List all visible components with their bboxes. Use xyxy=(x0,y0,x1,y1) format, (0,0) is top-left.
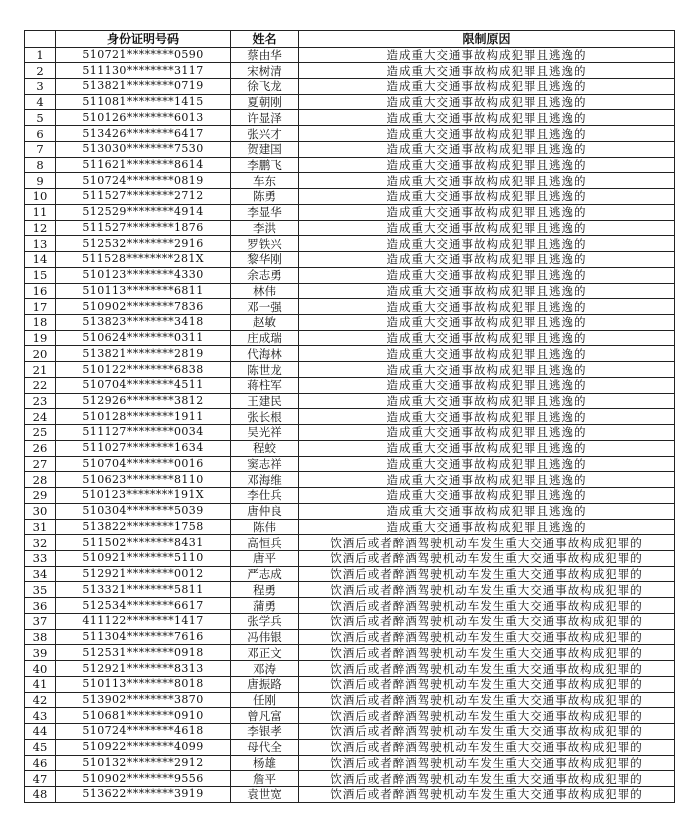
row-reason: 饮酒后或者醉酒驾驶机动车发生重大交通事故构成犯罪的 xyxy=(299,771,675,787)
row-name: 程勇 xyxy=(231,582,299,598)
row-reason: 饮酒后或者醉酒驾驶机动车发生重大交通事故构成犯罪的 xyxy=(299,787,675,803)
table-row xyxy=(25,189,675,205)
row-id-number: 512921********8313 xyxy=(56,661,231,677)
table-row xyxy=(25,47,675,63)
row-id-number: 411122********1417 xyxy=(56,613,231,629)
table-row xyxy=(25,755,675,771)
row-id-number: 510123********4330 xyxy=(56,267,231,283)
row-id-number: 510724********4618 xyxy=(56,724,231,740)
row-name: 严志成 xyxy=(231,566,299,582)
header-name: 姓名 xyxy=(231,31,299,48)
row-index: 29 xyxy=(25,488,56,504)
row-reason: 造成重大交通事故构成犯罪且逃逸的 xyxy=(299,346,675,362)
row-index: 18 xyxy=(25,314,56,330)
row-id-number: 513902********3870 xyxy=(56,692,231,708)
row-name: 曾凡富 xyxy=(231,708,299,724)
row-reason: 造成重大交通事故构成犯罪且逃逸的 xyxy=(299,157,675,173)
table-row xyxy=(25,173,675,189)
row-reason: 造成重大交通事故构成犯罪且逃逸的 xyxy=(299,283,675,299)
table-row xyxy=(25,566,675,582)
row-index: 45 xyxy=(25,739,56,755)
row-name: 李鹏飞 xyxy=(231,157,299,173)
row-name: 张兴才 xyxy=(231,126,299,142)
row-reason: 造成重大交通事故构成犯罪且逃逸的 xyxy=(299,141,675,157)
table-row xyxy=(25,63,675,79)
row-index: 5 xyxy=(25,110,56,126)
row-id-number: 513823********3418 xyxy=(56,314,231,330)
table-row xyxy=(25,236,675,252)
row-index: 25 xyxy=(25,425,56,441)
table-row xyxy=(25,472,675,488)
header-id-number: 身份证明号码 xyxy=(56,31,231,48)
row-reason: 造成重大交通事故构成犯罪且逃逸的 xyxy=(299,189,675,205)
row-id-number: 511081********1415 xyxy=(56,94,231,110)
row-reason: 饮酒后或者醉酒驾驶机动车发生重大交通事故构成犯罪的 xyxy=(299,708,675,724)
row-reason: 饮酒后或者醉酒驾驶机动车发生重大交通事故构成犯罪的 xyxy=(299,629,675,645)
table-row xyxy=(25,724,675,740)
row-reason: 饮酒后或者醉酒驾驶机动车发生重大交通事故构成犯罪的 xyxy=(299,739,675,755)
row-id-number: 512532********2916 xyxy=(56,236,231,252)
row-index: 1 xyxy=(25,47,56,63)
row-reason: 造成重大交通事故构成犯罪且逃逸的 xyxy=(299,362,675,378)
row-id-number: 510681********0910 xyxy=(56,708,231,724)
row-reason: 造成重大交通事故构成犯罪且逃逸的 xyxy=(299,503,675,519)
row-id-number: 510922********4099 xyxy=(56,739,231,755)
row-id-number: 512531********0918 xyxy=(56,645,231,661)
row-id-number: 510113********8018 xyxy=(56,676,231,692)
row-id-number: 511527********2712 xyxy=(56,189,231,205)
row-name: 母代全 xyxy=(231,739,299,755)
table-row xyxy=(25,692,675,708)
row-id-number: 510921********5110 xyxy=(56,551,231,567)
row-reason: 造成重大交通事故构成犯罪且逃逸的 xyxy=(299,63,675,79)
header-row xyxy=(25,31,675,48)
row-reason: 造成重大交通事故构成犯罪且逃逸的 xyxy=(299,314,675,330)
row-index: 17 xyxy=(25,299,56,315)
row-reason: 饮酒后或者醉酒驾驶机动车发生重大交通事故构成犯罪的 xyxy=(299,566,675,582)
row-name: 赵敏 xyxy=(231,314,299,330)
row-name: 窦志祥 xyxy=(231,456,299,472)
table-row xyxy=(25,629,675,645)
row-reason: 造成重大交通事故构成犯罪且逃逸的 xyxy=(299,299,675,315)
row-name: 程蛟 xyxy=(231,440,299,456)
row-index: 11 xyxy=(25,204,56,220)
row-reason: 造成重大交通事故构成犯罪且逃逸的 xyxy=(299,330,675,346)
table-row xyxy=(25,78,675,94)
row-name: 蒲勇 xyxy=(231,598,299,614)
row-id-number: 510123********191X xyxy=(56,488,231,504)
row-reason: 造成重大交通事故构成犯罪且逃逸的 xyxy=(299,126,675,142)
row-index: 9 xyxy=(25,173,56,189)
row-id-number: 512529********4914 xyxy=(56,204,231,220)
row-id-number: 510623********8110 xyxy=(56,472,231,488)
row-name: 邓涛 xyxy=(231,661,299,677)
row-index: 30 xyxy=(25,503,56,519)
table-row xyxy=(25,661,675,677)
row-index: 35 xyxy=(25,582,56,598)
row-index: 13 xyxy=(25,236,56,252)
row-reason: 饮酒后或者醉酒驾驶机动车发生重大交通事故构成犯罪的 xyxy=(299,724,675,740)
row-id-number: 513822********1758 xyxy=(56,519,231,535)
table-row xyxy=(25,377,675,393)
row-index: 7 xyxy=(25,141,56,157)
row-id-number: 513821********2819 xyxy=(56,346,231,362)
row-reason: 造成重大交通事故构成犯罪且逃逸的 xyxy=(299,440,675,456)
table-row xyxy=(25,488,675,504)
table-row xyxy=(25,346,675,362)
table-row xyxy=(25,739,675,755)
table-body xyxy=(25,47,675,802)
table-row xyxy=(25,645,675,661)
row-reason: 饮酒后或者醉酒驾驶机动车发生重大交通事故构成犯罪的 xyxy=(299,551,675,567)
table-row xyxy=(25,141,675,157)
row-reason: 造成重大交通事故构成犯罪且逃逸的 xyxy=(299,220,675,236)
row-index: 22 xyxy=(25,377,56,393)
row-reason: 造成重大交通事故构成犯罪且逃逸的 xyxy=(299,252,675,268)
row-index: 39 xyxy=(25,645,56,661)
table-row xyxy=(25,676,675,692)
row-index: 48 xyxy=(25,787,56,803)
row-name: 张学兵 xyxy=(231,613,299,629)
row-index: 41 xyxy=(25,676,56,692)
row-reason: 造成重大交通事故构成犯罪且逃逸的 xyxy=(299,173,675,189)
row-id-number: 513426********6417 xyxy=(56,126,231,142)
table-row xyxy=(25,582,675,598)
row-reason: 饮酒后或者醉酒驾驶机动车发生重大交通事故构成犯罪的 xyxy=(299,535,675,551)
row-name: 黎华刚 xyxy=(231,252,299,268)
row-id-number: 513622********3919 xyxy=(56,787,231,803)
row-index: 2 xyxy=(25,63,56,79)
row-index: 37 xyxy=(25,613,56,629)
table-row xyxy=(25,283,675,299)
row-name: 陈世龙 xyxy=(231,362,299,378)
row-id-number: 511027********1634 xyxy=(56,440,231,456)
table-row xyxy=(25,299,675,315)
table-row xyxy=(25,362,675,378)
row-name: 王建民 xyxy=(231,393,299,409)
row-reason: 造成重大交通事故构成犯罪且逃逸的 xyxy=(299,425,675,441)
table-row xyxy=(25,535,675,551)
row-name: 唐仲良 xyxy=(231,503,299,519)
row-index: 24 xyxy=(25,409,56,425)
row-index: 33 xyxy=(25,551,56,567)
row-index: 44 xyxy=(25,724,56,740)
row-id-number: 510704********0016 xyxy=(56,456,231,472)
row-id-number: 511127********0034 xyxy=(56,425,231,441)
table-row xyxy=(25,409,675,425)
row-index: 27 xyxy=(25,456,56,472)
row-name: 唐振路 xyxy=(231,676,299,692)
row-name: 庄成瑞 xyxy=(231,330,299,346)
row-index: 21 xyxy=(25,362,56,378)
row-name: 任刚 xyxy=(231,692,299,708)
row-index: 42 xyxy=(25,692,56,708)
header-reason: 限制原因 xyxy=(299,31,675,48)
row-index: 15 xyxy=(25,267,56,283)
row-index: 20 xyxy=(25,346,56,362)
row-reason: 饮酒后或者醉酒驾驶机动车发生重大交通事故构成犯罪的 xyxy=(299,582,675,598)
row-id-number: 511502********8431 xyxy=(56,535,231,551)
row-index: 19 xyxy=(25,330,56,346)
row-reason: 饮酒后或者醉酒驾驶机动车发生重大交通事故构成犯罪的 xyxy=(299,661,675,677)
row-name: 徐飞龙 xyxy=(231,78,299,94)
row-name: 蒋柱军 xyxy=(231,377,299,393)
row-reason: 造成重大交通事故构成犯罪且逃逸的 xyxy=(299,47,675,63)
row-name: 唐平 xyxy=(231,551,299,567)
row-name: 吴光祥 xyxy=(231,425,299,441)
row-index: 10 xyxy=(25,189,56,205)
row-id-number: 512926********3812 xyxy=(56,393,231,409)
row-id-number: 511304********7616 xyxy=(56,629,231,645)
row-reason: 造成重大交通事故构成犯罪且逃逸的 xyxy=(299,393,675,409)
row-id-number: 512921********0012 xyxy=(56,566,231,582)
table-row xyxy=(25,110,675,126)
row-id-number: 510721********0590 xyxy=(56,47,231,63)
header-index xyxy=(25,31,56,48)
row-name: 陈勇 xyxy=(231,189,299,205)
table-row xyxy=(25,393,675,409)
row-name: 邓正文 xyxy=(231,645,299,661)
table-row xyxy=(25,267,675,283)
row-index: 26 xyxy=(25,440,56,456)
row-id-number: 513030********7530 xyxy=(56,141,231,157)
table-row xyxy=(25,708,675,724)
row-id-number: 513321********5811 xyxy=(56,582,231,598)
row-index: 32 xyxy=(25,535,56,551)
table-row xyxy=(25,519,675,535)
row-name: 李仕兵 xyxy=(231,488,299,504)
row-name: 贺建国 xyxy=(231,141,299,157)
row-name: 杨雄 xyxy=(231,755,299,771)
row-reason: 造成重大交通事故构成犯罪且逃逸的 xyxy=(299,78,675,94)
table-row xyxy=(25,456,675,472)
row-id-number: 510624********0311 xyxy=(56,330,231,346)
row-id-number: 510132********2912 xyxy=(56,755,231,771)
row-index: 40 xyxy=(25,661,56,677)
row-reason: 造成重大交通事故构成犯罪且逃逸的 xyxy=(299,267,675,283)
table-row xyxy=(25,598,675,614)
row-index: 34 xyxy=(25,566,56,582)
row-name: 宋树清 xyxy=(231,63,299,79)
row-index: 43 xyxy=(25,708,56,724)
row-id-number: 511528********281X xyxy=(56,252,231,268)
row-name: 李洪 xyxy=(231,220,299,236)
table-row xyxy=(25,157,675,173)
row-name: 袁世宽 xyxy=(231,787,299,803)
row-index: 47 xyxy=(25,771,56,787)
table-row xyxy=(25,425,675,441)
row-reason: 造成重大交通事故构成犯罪且逃逸的 xyxy=(299,456,675,472)
table-row xyxy=(25,126,675,142)
row-index: 28 xyxy=(25,472,56,488)
table-row xyxy=(25,204,675,220)
row-reason: 造成重大交通事故构成犯罪且逃逸的 xyxy=(299,377,675,393)
row-reason: 造成重大交通事故构成犯罪且逃逸的 xyxy=(299,472,675,488)
row-index: 31 xyxy=(25,519,56,535)
row-id-number: 511621********8614 xyxy=(56,157,231,173)
table-row xyxy=(25,787,675,803)
row-id-number: 510304********5039 xyxy=(56,503,231,519)
row-index: 16 xyxy=(25,283,56,299)
row-index: 4 xyxy=(25,94,56,110)
row-name: 代海林 xyxy=(231,346,299,362)
row-index: 38 xyxy=(25,629,56,645)
row-name: 车东 xyxy=(231,173,299,189)
row-id-number: 510902********9556 xyxy=(56,771,231,787)
row-reason: 造成重大交通事故构成犯罪且逃逸的 xyxy=(299,110,675,126)
row-reason: 造成重大交通事故构成犯罪且逃逸的 xyxy=(299,236,675,252)
table-row xyxy=(25,503,675,519)
restriction-table xyxy=(24,30,675,803)
row-id-number: 510128********1911 xyxy=(56,409,231,425)
row-index: 3 xyxy=(25,78,56,94)
row-reason: 饮酒后或者醉酒驾驶机动车发生重大交通事故构成犯罪的 xyxy=(299,692,675,708)
table-row xyxy=(25,613,675,629)
row-name: 邓海维 xyxy=(231,472,299,488)
row-id-number: 510126********6013 xyxy=(56,110,231,126)
table-row xyxy=(25,551,675,567)
row-index: 23 xyxy=(25,393,56,409)
row-id-number: 511130********3117 xyxy=(56,63,231,79)
row-reason: 造成重大交通事故构成犯罪且逃逸的 xyxy=(299,94,675,110)
row-id-number: 510113********6811 xyxy=(56,283,231,299)
row-reason: 造成重大交通事故构成犯罪且逃逸的 xyxy=(299,204,675,220)
row-name: 夏朝刚 xyxy=(231,94,299,110)
row-name: 蔡由华 xyxy=(231,47,299,63)
row-name: 林伟 xyxy=(231,283,299,299)
row-name: 詹平 xyxy=(231,771,299,787)
row-index: 6 xyxy=(25,126,56,142)
row-reason: 造成重大交通事故构成犯罪且逃逸的 xyxy=(299,519,675,535)
table-row xyxy=(25,330,675,346)
table-row xyxy=(25,771,675,787)
row-name: 许显泽 xyxy=(231,110,299,126)
row-reason: 饮酒后或者醉酒驾驶机动车发生重大交通事故构成犯罪的 xyxy=(299,598,675,614)
row-reason: 造成重大交通事故构成犯罪且逃逸的 xyxy=(299,409,675,425)
row-name: 张长根 xyxy=(231,409,299,425)
row-id-number: 512534********6617 xyxy=(56,598,231,614)
row-id-number: 511527********1876 xyxy=(56,220,231,236)
row-index: 14 xyxy=(25,252,56,268)
table-row xyxy=(25,314,675,330)
row-reason: 饮酒后或者醉酒驾驶机动车发生重大交通事故构成犯罪的 xyxy=(299,645,675,661)
row-index: 46 xyxy=(25,755,56,771)
row-id-number: 510724********0819 xyxy=(56,173,231,189)
row-name: 高恒兵 xyxy=(231,535,299,551)
row-name: 李银孝 xyxy=(231,724,299,740)
row-id-number: 510122********6838 xyxy=(56,362,231,378)
table-row xyxy=(25,220,675,236)
row-name: 冯伟银 xyxy=(231,629,299,645)
row-reason: 饮酒后或者醉酒驾驶机动车发生重大交通事故构成犯罪的 xyxy=(299,755,675,771)
row-reason: 饮酒后或者醉酒驾驶机动车发生重大交通事故构成犯罪的 xyxy=(299,676,675,692)
row-id-number: 510704********4511 xyxy=(56,377,231,393)
row-name: 余志勇 xyxy=(231,267,299,283)
row-index: 12 xyxy=(25,220,56,236)
row-name: 邓一强 xyxy=(231,299,299,315)
row-id-number: 510902********7836 xyxy=(56,299,231,315)
row-index: 36 xyxy=(25,598,56,614)
row-name: 陈伟 xyxy=(231,519,299,535)
table-row xyxy=(25,440,675,456)
row-name: 罗铁兴 xyxy=(231,236,299,252)
table-row xyxy=(25,252,675,268)
row-index: 8 xyxy=(25,157,56,173)
table-row xyxy=(25,94,675,110)
row-id-number: 513821********0719 xyxy=(56,78,231,94)
row-reason: 饮酒后或者醉酒驾驶机动车发生重大交通事故构成犯罪的 xyxy=(299,613,675,629)
row-name: 李显华 xyxy=(231,204,299,220)
row-reason: 造成重大交通事故构成犯罪且逃逸的 xyxy=(299,488,675,504)
